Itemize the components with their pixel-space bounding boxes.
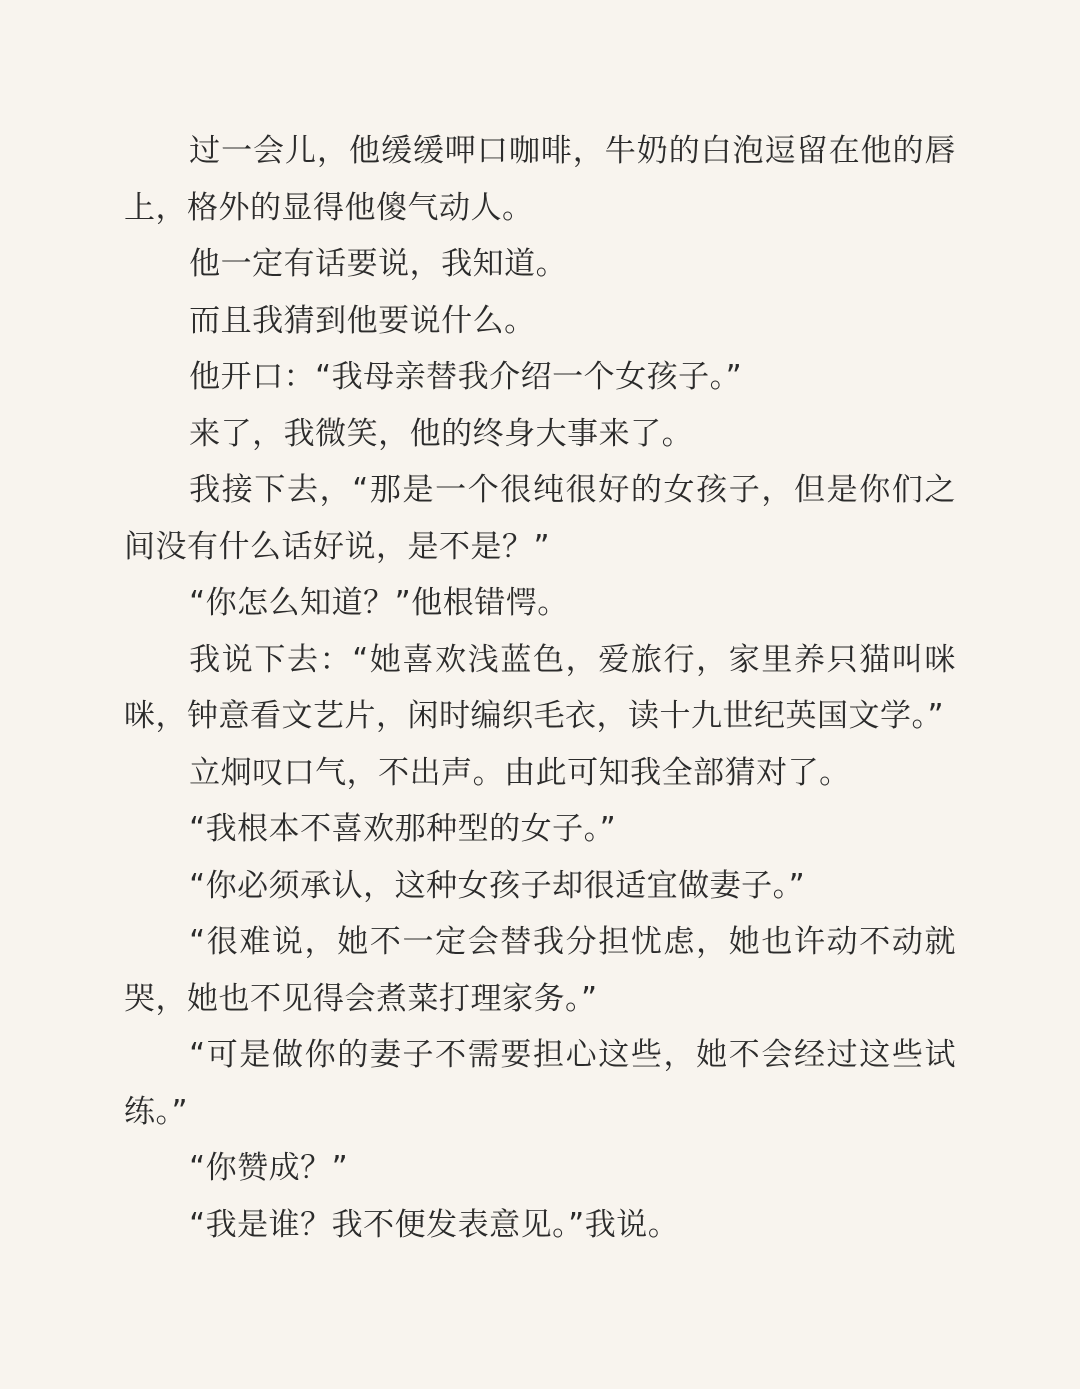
paragraph-1: 过一会儿，他缓缓呷口咖啡，牛奶的白泡逗留在他的唇上，格外的显得他傻气动人。 (124, 133, 956, 226)
paragraph-7: “你怎么知道？”他根错愕。 (189, 585, 569, 621)
paragraph-3: 而且我猜到他要说什么。 (189, 302, 536, 339)
paragraph-14: “你赞成？” (189, 1150, 349, 1186)
paragraph-8: 我说下去：“她喜欢浅蓝色，爱旅行，家里养只猫叫咪咪，钟意看文艺片，闲时编织毛衣，读十九世纪英国文学。” (124, 641, 956, 734)
paragraph-10: “我根本不喜欢那种型的女子。” (189, 811, 617, 847)
paragraph-12: “很难说，她不一定会替我分担忧虑，她也许动不动就哭，她也不见得会煮菜打理家务。” (124, 924, 956, 1017)
paragraph-6: 我接下去，“那是一个很纯很好的女孩子，但是你们之间没有什么话好说，是不是？” (124, 472, 956, 565)
paragraph-13: “可是做你的妻子不需要担心这些，她不会经过这些试练。” (124, 1037, 956, 1130)
paragraph-5: 来了，我微笑，他的终身大事来了。 (189, 415, 694, 452)
paragraph-4: 他开口：“我母亲替我介绍一个女孩子。” (189, 359, 743, 395)
paragraph-11: “你必须承认，这种女孩子却很适宜做妻子。” (189, 867, 806, 904)
paragraph-15: “我是谁？我不便发表意见。”我说。 (189, 1206, 680, 1243)
paragraph-2: 他一定有话要说，我知道。 (189, 246, 568, 282)
paragraph-9: 立炯叹口气，不出声。由此可知我全部猜对了。 (189, 754, 851, 791)
